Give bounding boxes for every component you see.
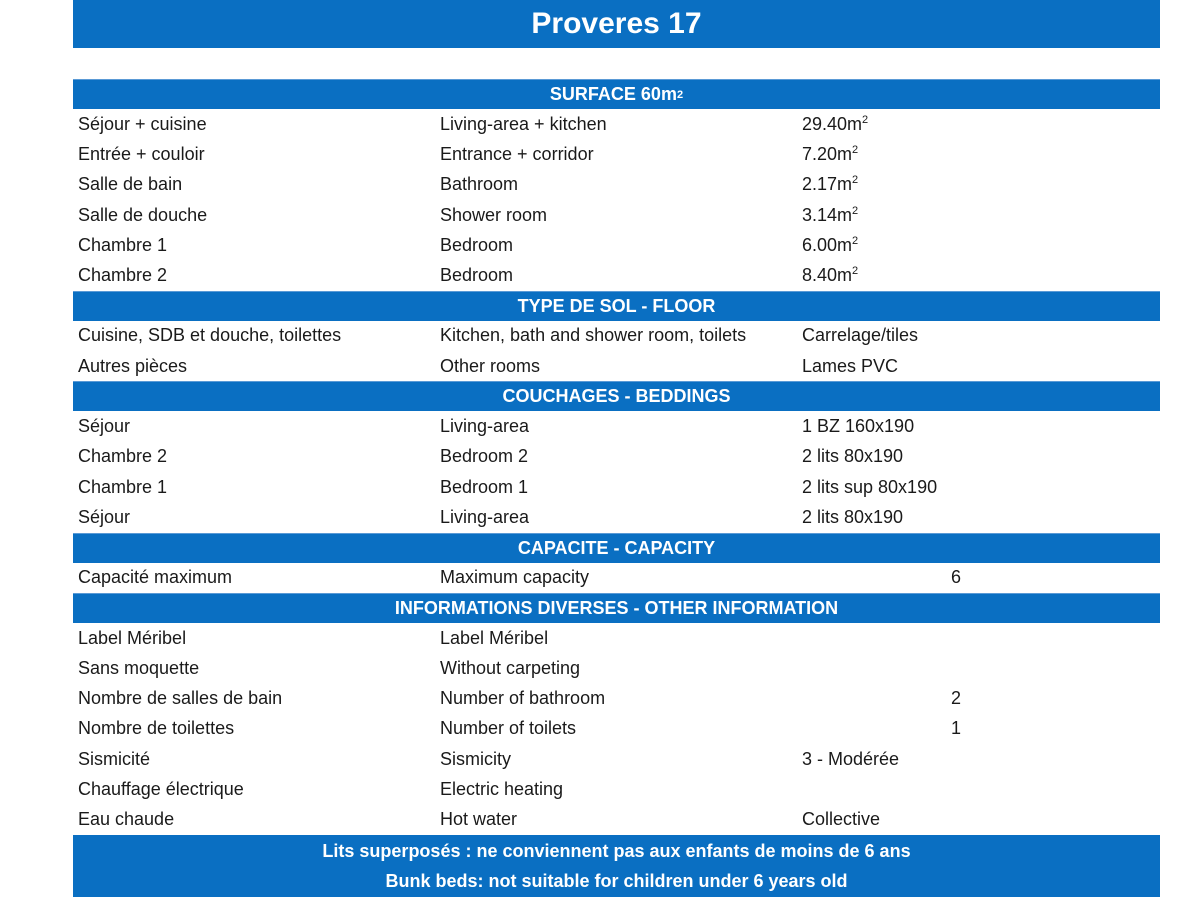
row-value: Lames PVC	[802, 355, 899, 376]
row-count: 2	[951, 688, 962, 709]
row-label-fr: Sans moquette	[78, 657, 200, 678]
row-label-fr: Séjour	[78, 416, 131, 437]
table-row	[73, 170, 1160, 200]
row-value: Collective	[802, 809, 881, 830]
row-label-en: Living-area	[440, 506, 530, 527]
row-label-fr: Eau chaude	[78, 809, 175, 830]
row-label-fr: Chauffage électrique	[78, 778, 244, 799]
row-label-en: Number of bathroom	[440, 688, 606, 709]
table-row	[73, 260, 1160, 290]
row-value: $7.20m^2$	[802, 143, 859, 164]
footer-notice	[73, 835, 1160, 897]
row-label-en: Hot water	[440, 809, 518, 830]
row-value: 3 - Modérée	[802, 748, 900, 769]
table-row	[73, 744, 1160, 774]
row-value: $29.40m^2$	[802, 113, 869, 134]
row-label-en: Without carpeting	[440, 657, 581, 678]
table-row	[73, 321, 1160, 351]
row-label-fr: Entrée + couloir	[78, 143, 205, 164]
row-label-fr: Chambre 2	[78, 265, 168, 286]
page-title: Proveres 17	[73, 0, 1160, 48]
table-row	[73, 563, 1160, 593]
row-label-en: Living-area + kitchen	[440, 113, 607, 134]
row-label-fr: Capacité maximum	[78, 567, 233, 588]
row-label-en: Bedroom 1	[440, 476, 529, 497]
row-label-en: Label Méribel	[440, 627, 549, 648]
row-label-en: Bedroom	[440, 234, 514, 255]
row-label-en: Bedroom 2	[440, 446, 529, 467]
row-label-fr: Sismicité	[78, 748, 151, 769]
row-label-fr: Chambre 2	[78, 446, 168, 467]
row-label-fr: Label Méribel	[78, 627, 187, 648]
row-label-en: Electric heating	[440, 778, 564, 799]
row-label-fr: Autres pièces	[78, 355, 188, 376]
table-row	[73, 653, 1160, 683]
footer-notice-en: Bunk beds: not suitable for children under 6 years old	[385, 870, 848, 891]
row-label-fr: Séjour	[78, 506, 131, 527]
footer-notice-fr: Lits superposés : ne conviennent pas aux enfants de moins de 6 ans	[322, 840, 911, 861]
table-row	[73, 623, 1160, 653]
table-row	[73, 230, 1160, 260]
table-row	[73, 442, 1160, 472]
table-row	[73, 805, 1160, 835]
section-header-floor: TYPE DE SOL - FLOOR	[73, 291, 1160, 321]
row-label-fr: Chambre 1	[78, 234, 168, 255]
row-count: 1	[951, 718, 962, 739]
row-label-fr: Nombre de salles de bain	[78, 688, 283, 709]
table-row	[73, 472, 1160, 502]
row-label-en: Bedroom	[440, 265, 514, 286]
row-label-en: Maximum capacity	[440, 567, 590, 588]
row-label-en: Entrance + corridor	[440, 143, 594, 164]
property-sheet	[73, 0, 1160, 897]
row-value: 2 lits 80x190	[802, 446, 904, 467]
row-label-en: Number of toilets	[440, 718, 577, 739]
section-header-surface-label: SURFACE 60m	[549, 84, 677, 104]
table-row	[73, 502, 1160, 532]
row-label-fr: Séjour + cuisine	[78, 113, 207, 134]
row-label-fr: Nombre de toilettes	[78, 718, 235, 739]
table-row	[73, 109, 1160, 139]
row-value: $8.40m^2$	[802, 265, 859, 286]
row-label-en: Shower room	[440, 204, 548, 225]
row-label-fr: Chambre 1	[78, 476, 168, 497]
row-value: 2 lits sup 80x190	[802, 476, 938, 497]
section-header-capacity: CAPACITE - CAPACITY	[73, 533, 1160, 563]
table-row	[73, 139, 1160, 169]
row-label-en: Sismicity	[440, 748, 511, 769]
row-label-fr: Salle de bain	[78, 174, 183, 195]
row-label-en: Bathroom	[440, 174, 519, 195]
row-label-en: Kitchen, bath and shower room, toilets	[440, 325, 747, 346]
section-header-surface: SURFACE 60m 2	[73, 79, 1160, 109]
section-header-other: INFORMATIONS DIVERSES - OTHER INFORMATION	[73, 593, 1160, 623]
row-count: 6	[951, 567, 962, 588]
row-value: Carrelage/tiles	[802, 325, 919, 346]
table-row	[73, 683, 1160, 713]
row-value: $3.14m^2$	[802, 204, 859, 225]
table-row	[73, 411, 1160, 441]
row-value: $6.00m^2$	[802, 234, 859, 255]
section-header-beddings: COUCHAGES - BEDDINGS	[73, 381, 1160, 411]
table-row	[73, 714, 1160, 744]
row-value: 2 lits 80x190	[802, 506, 904, 527]
table-row	[73, 200, 1160, 230]
table-row	[73, 351, 1160, 381]
row-label-en: Other rooms	[440, 355, 541, 376]
row-label-fr: Cuisine, SDB et douche, toilettes	[78, 325, 342, 346]
row-label-fr: Salle de douche	[78, 204, 208, 225]
row-value: $2.17m^2$	[802, 174, 859, 195]
row-label-en: Living-area	[440, 416, 530, 437]
table-row	[73, 774, 1160, 804]
row-value: 1 BZ 160x190	[802, 416, 915, 437]
